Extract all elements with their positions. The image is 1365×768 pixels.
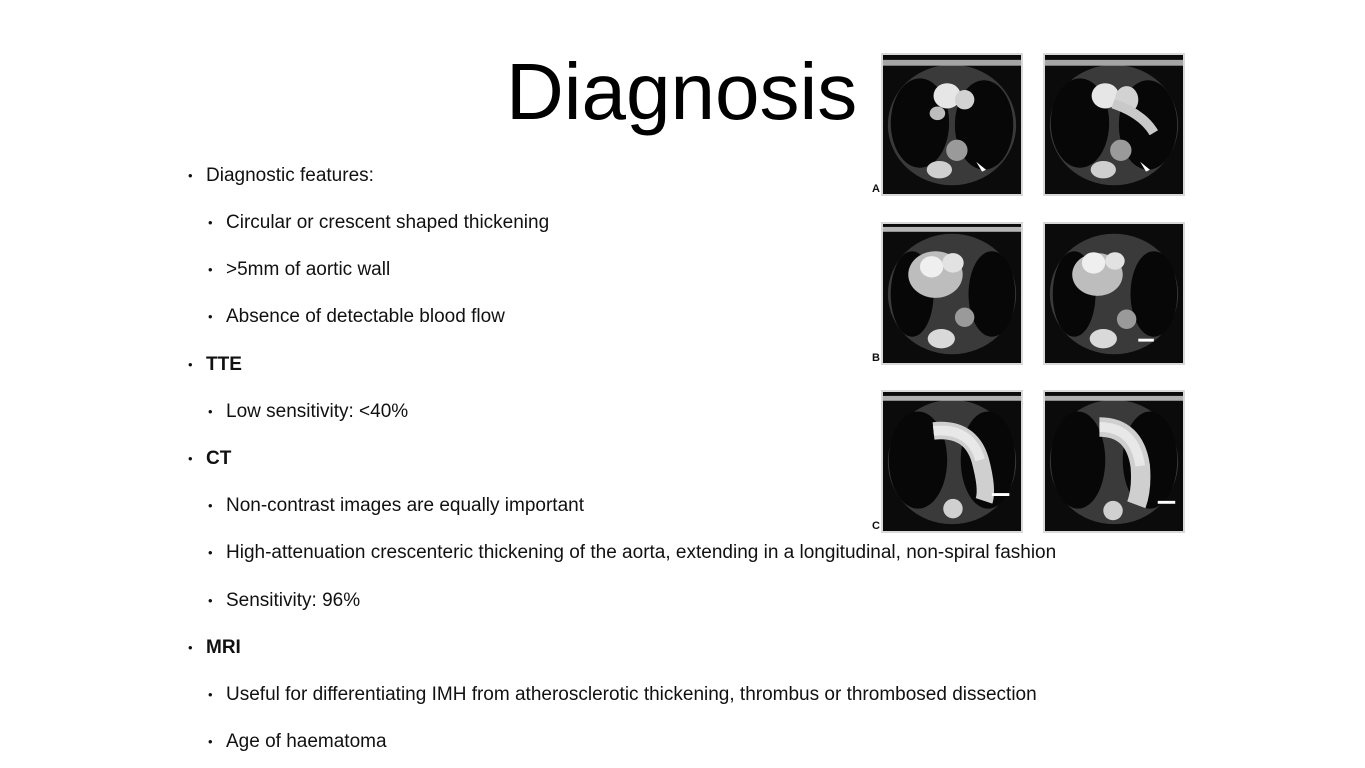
bullet-text: TTE xyxy=(206,354,242,375)
bullet-diagnostic-features xyxy=(188,164,374,188)
bullet-text: Absence of detectable blood flow xyxy=(226,306,505,327)
ct-panel-a-left xyxy=(881,53,1023,196)
bullet-dot: • xyxy=(188,451,193,466)
bullet-text: Low sensitivity: <40% xyxy=(226,401,409,422)
panel-label-c: C xyxy=(872,520,880,532)
sub-bullet-blood-flow xyxy=(208,305,505,329)
bullet-mri xyxy=(188,636,241,660)
bullet-dot: • xyxy=(208,687,213,702)
ct-panel-b-left xyxy=(881,222,1023,365)
bullet-tte xyxy=(188,353,242,377)
bullet-dot: • xyxy=(208,734,213,749)
bullet-dot: • xyxy=(208,262,213,277)
bullet-text: MRI xyxy=(206,637,241,658)
bullet-text: High-attenuation crescenteric thickening of the aorta, extending in a longitudinal, non-spiral fashion xyxy=(226,542,1057,563)
ct-panel-a-right xyxy=(1043,53,1185,196)
panel-label-a: A xyxy=(872,183,880,195)
sub-bullet-differentiating xyxy=(208,683,1037,707)
bullet-dot: • xyxy=(208,498,213,513)
ct-panel-c-right xyxy=(1043,390,1185,533)
bullet-dot: • xyxy=(208,309,213,324)
sub-bullet-circular xyxy=(208,211,550,235)
bullet-dot: • xyxy=(208,215,213,230)
bullet-dot: • xyxy=(208,404,213,419)
sub-bullet-low-sensitivity xyxy=(208,400,409,424)
sub-bullet-non-contrast xyxy=(208,494,585,518)
bullet-dot: • xyxy=(208,545,213,560)
bullet-text: Sensitivity: 96% xyxy=(226,590,361,611)
bullet-dot: • xyxy=(188,640,193,655)
sub-bullet-age xyxy=(208,730,387,754)
bullet-dot: • xyxy=(208,593,213,608)
bullet-dot: • xyxy=(188,168,193,183)
ct-panel-c-left xyxy=(881,390,1023,533)
bullet-ct xyxy=(188,447,232,471)
bullet-text: >5mm of aortic wall xyxy=(226,259,391,280)
bullet-text: Useful for differentiating IMH from atherosclerotic thickening, thrombus or thrombosed dissection xyxy=(226,684,1037,705)
sub-bullet-sensitivity xyxy=(208,589,361,613)
ct-scan-figure xyxy=(868,50,1193,540)
bullet-dot: • xyxy=(188,357,193,372)
bullet-text: Diagnostic features: xyxy=(206,165,374,186)
sub-bullet-high-attenuation xyxy=(208,541,1057,565)
bullet-text: Age of haematoma xyxy=(226,731,387,752)
slide-title: Diagnosis xyxy=(506,47,858,136)
ct-panel-b-right xyxy=(1043,222,1185,365)
bullet-text: Circular or crescent shaped thickening xyxy=(226,212,550,233)
sub-bullet-aortic-wall xyxy=(208,258,391,282)
bullet-text: CT xyxy=(206,448,232,469)
bullet-text: Non-contrast images are equally important xyxy=(226,495,585,516)
panel-label-b: B xyxy=(872,352,880,364)
